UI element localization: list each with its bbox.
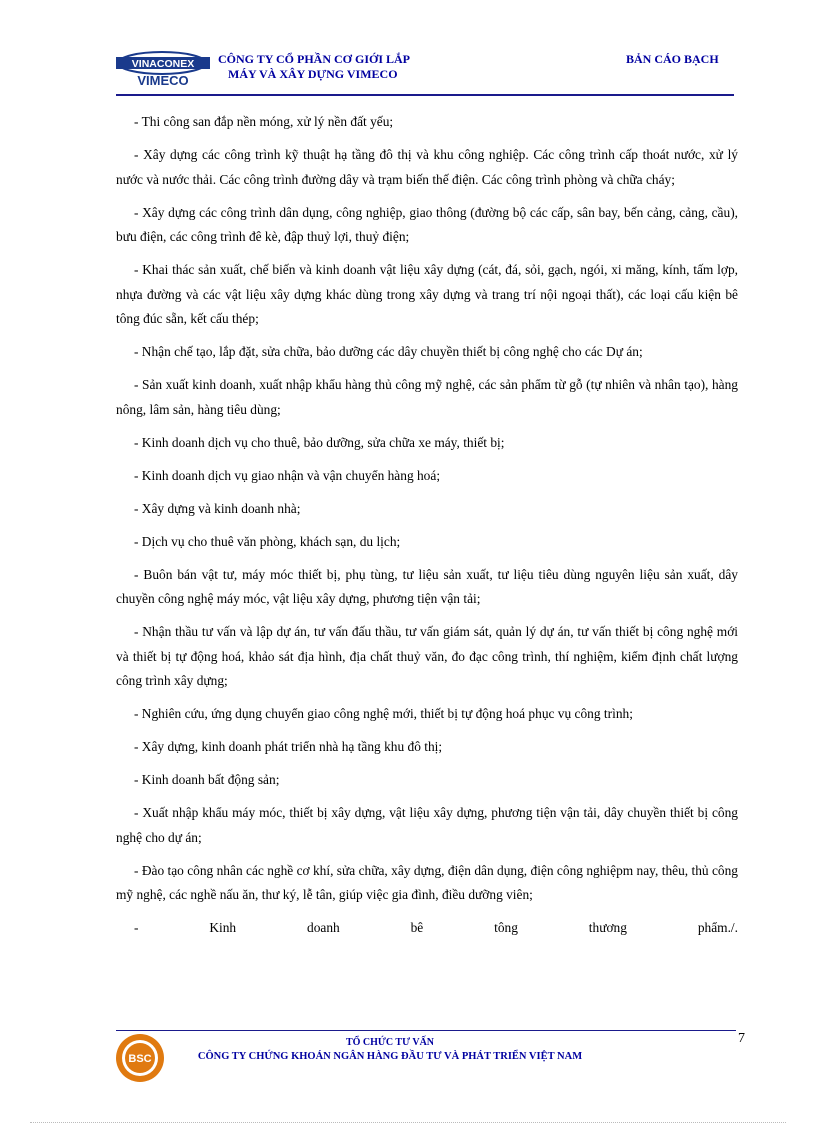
list-item: - Nghiên cứu, ứng dụng chuyển giao công nghệ mới, thiết bị tự động hoá phục vụ công trình; xyxy=(134,706,633,721)
company-name-line1: CÔNG TY CỔ PHẦN CƠ GIỚI LẮP xyxy=(218,52,411,66)
list-item: - Thi công san đắp nền móng, xử lý nền đất yếu; xyxy=(134,114,394,129)
list-item: - Khai thác sản xuất, chế biến và kinh doanh vật liệu xây dựng (cát, đá, sỏi, gạch, ngói, xi măng, kính, tấm lợp, nhựa đường và các vật liệu xây dựng khác dùng trong xây dựng và trang trí nội ngoại thất), các loại cấu kiện bê tông đúc sẵn, kết cấu thép; xyxy=(116,262,738,326)
list-item: - Nhận chế tạo, lắp đặt, sửa chữa, bảo dưỡng các dây chuyền thiết bị công nghệ cho các Dự án; xyxy=(134,344,643,359)
vinaconex-vimeco-logo xyxy=(112,48,214,90)
consultant-company: CÔNG TY CHỨNG KHOÁN NGÂN HÀNG ĐẦU TƯ VÀ PHÁT TRIỂN VIỆT NAM xyxy=(197,1051,583,1062)
company-name-line2: MÁY VÀ XÂY DỰNG VIMECO xyxy=(228,67,398,81)
svg-text:VIMECO: VIMECO xyxy=(137,73,189,88)
list-item: - Xây dựng, kinh doanh phát triển nhà hạ tầng khu đô thị; xyxy=(134,739,443,754)
business-lines-list xyxy=(116,110,738,949)
footer-divider xyxy=(116,1030,736,1031)
svg-text:VINACONEX: VINACONEX xyxy=(131,58,195,70)
list-item-last: - Kinh doanh bê tông thương phẩm./. xyxy=(134,920,738,935)
list-item: - Nhận thầu tư vấn và lập dự án, tư vấn đấu thầu, tư vấn giám sát, quản lý dự án, tư vấn thiết bị công nghệ mới và thiết bị tự động hoá, khảo sát địa hình, địa chất thuỷ văn, đo đạc công trình, thí nghiệm, kiểm định chất lượng công trình xây dựng; xyxy=(116,624,738,688)
header-divider xyxy=(116,94,734,96)
list-item: - Buôn bán vật tư, máy móc thiết bị, phụ tùng, tư liệu sản xuất, tư liệu tiêu dùng nguyên liệu sản xuất, dây chuyền công nghệ máy móc, vật liệu xây dựng, phương tiện vận tải; xyxy=(116,566,738,606)
list-item: - Kinh doanh dịch vụ giao nhận và vận chuyển hàng hoá; xyxy=(134,467,441,483)
list-item: - Xây dựng và kinh doanh nhà; xyxy=(134,500,301,516)
list-item: - Xây dựng các công trình kỹ thuật hạ tầng đô thị và khu công nghiệp. Các công trình cấp thoát nước, xử lý nước và nước thải. Các công trình đường dây và trạm biến thế điện. Các công trình phòng và chữa cháy; xyxy=(116,147,738,187)
list-item: - Xuất nhập khẩu máy móc, thiết bị xây dựng, vật liệu xây dựng, phương tiện vận tải, dây chuyền thiết bị công nghệ cho dự án; xyxy=(116,805,738,845)
list-item: - Kinh doanh bất động sản; xyxy=(134,772,280,787)
company-name xyxy=(218,52,478,82)
list-item: - Kinh doanh dịch vụ cho thuê, bảo dưỡng, sửa chữa xe máy, thiết bị; xyxy=(134,434,505,450)
list-item: - Sản xuất kinh doanh, xuất nhập khẩu hàng thủ công mỹ nghệ, các sản phẩm từ gỗ (tự nhiên và nhân tạo), hàng nông, lâm sản, hàng tiêu dùng; xyxy=(116,377,738,417)
svg-text:BSC: BSC xyxy=(128,1053,152,1065)
list-item: - Dịch vụ cho thuê văn phòng, khách sạn, du lịch; xyxy=(134,533,401,549)
document-type: BẢN CÁO BẠCH xyxy=(626,52,719,66)
bsc-logo xyxy=(114,1028,170,1086)
page-header xyxy=(0,0,816,100)
list-item: - Đào tạo công nhân các nghề cơ khí, sửa chữa, xây dựng, điện dân dụng, điện công nghiệpm nay, thêu, thủ công mỹ nghệ, các nghề nấu ăn, thư ký, lễ tân, giúp việc gia đình, điều dưỡng viên; xyxy=(116,862,738,902)
list-item: - Xây dựng các công trình dân dụng, công nghiệp, giao thông (đường bộ các cấp, sân bay, bến cảng, cảng, cầu), bưu điện, các công trình đê kè, đập thuỷ lợi, thuỷ điện; xyxy=(116,204,738,244)
page-number: 7 xyxy=(738,1031,745,1046)
consultant-label: TỔ CHỨC TƯ VẤN xyxy=(345,1037,435,1048)
